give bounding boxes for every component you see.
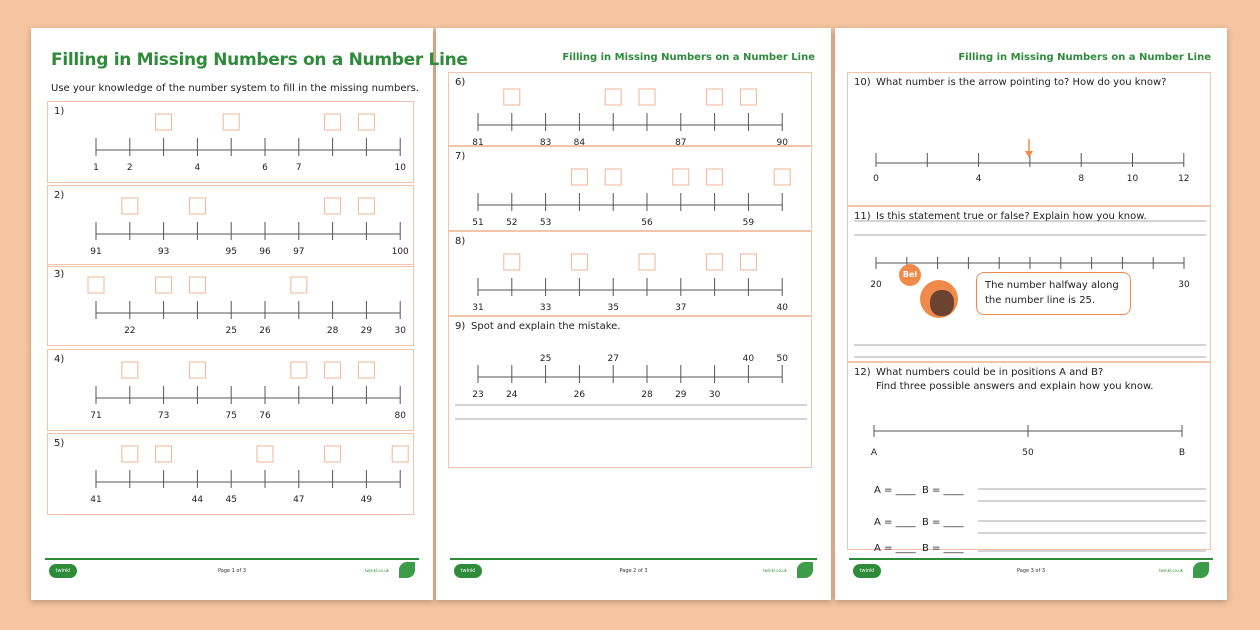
answer-box[interactable] xyxy=(774,169,790,185)
tick-label: 26 xyxy=(573,390,586,400)
number-line xyxy=(449,73,813,147)
answer-box[interactable] xyxy=(740,89,756,105)
answer-box[interactable] xyxy=(707,169,723,185)
leaf-icon xyxy=(1193,562,1209,578)
question-12 xyxy=(847,362,1211,554)
arrow-head-icon xyxy=(1025,151,1033,158)
tick-label: 30 xyxy=(708,390,721,400)
answer-box[interactable] xyxy=(504,89,520,105)
brand-text: twinkl.co.uk xyxy=(365,568,389,573)
label-mid: 50 xyxy=(1022,448,1034,458)
answer-box[interactable] xyxy=(605,169,621,185)
page-title: Filling in Missing Numbers on a Number Line xyxy=(51,50,468,70)
speech-bubble: The number halfway along the number line is 25. xyxy=(976,272,1131,315)
question-number: 1) xyxy=(54,106,65,117)
tick-label: 2 xyxy=(126,163,133,173)
answer-a-3[interactable]: A = ____ xyxy=(874,543,916,554)
tick-label: 30 xyxy=(394,326,406,336)
question-3 xyxy=(47,264,414,346)
answer-box[interactable] xyxy=(571,169,587,185)
question-text: What number is the arrow pointing to? How do you know? xyxy=(876,77,1167,88)
question-text: What numbers could be in positions A and B? xyxy=(876,367,1104,378)
page-title: Filling in Missing Numbers on a Number Line xyxy=(562,52,815,63)
question-number: 12) xyxy=(854,367,871,378)
question-number: 2) xyxy=(54,190,65,201)
answer-box[interactable] xyxy=(223,114,239,130)
page-number: Page 2 of 3 xyxy=(619,568,648,574)
question-text-2: Find three possible answers and explain how you know. xyxy=(876,381,1154,392)
answer-box[interactable] xyxy=(571,254,587,270)
answer-box[interactable] xyxy=(358,362,374,378)
answer-box[interactable] xyxy=(707,254,723,270)
page-number: Page 3 of 3 xyxy=(1016,568,1046,574)
answer-box[interactable] xyxy=(358,114,374,130)
tick-label: 49 xyxy=(360,495,373,505)
tick-label: 4 xyxy=(194,163,201,173)
answer-box[interactable] xyxy=(156,277,172,293)
tick-label: 7 xyxy=(295,163,302,173)
question-2 xyxy=(47,185,414,267)
tick-label: 90 xyxy=(776,138,788,148)
tick-label: 28 xyxy=(641,390,653,400)
tick-label: 53 xyxy=(539,218,552,228)
answer-box[interactable] xyxy=(88,277,104,293)
page-footer xyxy=(450,558,817,586)
question-number: 5) xyxy=(54,438,65,449)
tick-label: 26 xyxy=(259,326,271,336)
question-number: 4) xyxy=(54,354,65,365)
tick-label: 24 xyxy=(506,390,518,400)
brand-text: twinkl.co.uk xyxy=(1159,568,1183,573)
tick-label: 71 xyxy=(90,411,102,421)
answer-box[interactable] xyxy=(504,254,520,270)
tick-label: 47 xyxy=(293,495,305,505)
tick-label: 45 xyxy=(225,495,237,505)
answer-b-1[interactable]: B = ____ xyxy=(921,485,964,496)
tick-label: 1 xyxy=(93,163,99,173)
question-4 xyxy=(47,349,414,431)
question-8 xyxy=(448,231,812,316)
tick-label: 29 xyxy=(675,390,687,400)
tick-label: 84 xyxy=(573,138,586,148)
brand-text: twinkl.co.uk xyxy=(763,568,787,573)
question-5 xyxy=(47,433,414,515)
question-6 xyxy=(448,72,812,146)
answer-box[interactable] xyxy=(325,446,341,462)
tick-label: 40 xyxy=(776,303,788,313)
number-line xyxy=(449,232,813,317)
answer-box[interactable] xyxy=(122,446,138,462)
tick-label: 25 xyxy=(225,326,237,336)
page-footer xyxy=(849,558,1213,586)
tick-label: 59 xyxy=(742,218,755,228)
answer-box[interactable] xyxy=(189,198,205,214)
number-line xyxy=(48,102,415,184)
answer-box[interactable] xyxy=(605,89,621,105)
tick-label: 100 xyxy=(391,247,409,257)
number-line xyxy=(48,350,415,432)
top-label: 50 xyxy=(776,354,788,364)
number-line xyxy=(48,265,415,347)
tick-label: 31 xyxy=(472,303,484,313)
question-10 xyxy=(847,72,1211,206)
answer-box[interactable] xyxy=(639,254,655,270)
tick-label: 76 xyxy=(259,411,271,421)
tick-label: 41 xyxy=(90,495,102,505)
question-number: 11) xyxy=(854,211,871,222)
answer-box[interactable] xyxy=(122,198,138,214)
tick-label: 0 xyxy=(873,174,879,184)
tick-label: 75 xyxy=(225,411,237,421)
tick-label: 56 xyxy=(641,218,653,228)
question-number: 8) xyxy=(455,236,466,247)
question-number: 3) xyxy=(54,269,65,280)
tick-label: 6 xyxy=(262,163,268,173)
twinkl-logo: twinkl xyxy=(853,564,881,578)
number-line xyxy=(449,147,813,232)
question-number: 10) xyxy=(854,77,871,88)
instructions: Use your knowledge of the number system to fill in the missing numbers. xyxy=(51,83,419,94)
tick-label: 8 xyxy=(1078,174,1085,184)
page-footer xyxy=(45,558,419,586)
answer-box[interactable] xyxy=(325,114,341,130)
answer-box[interactable] xyxy=(257,446,273,462)
tick-label: 10 xyxy=(1126,174,1139,184)
tick-label: 96 xyxy=(259,247,271,257)
start-label: 20 xyxy=(870,280,882,290)
tick-label: 22 xyxy=(124,326,136,336)
tick-label: 28 xyxy=(326,326,339,336)
end-label: 30 xyxy=(1178,280,1190,290)
answer-box[interactable] xyxy=(291,277,307,293)
number-line xyxy=(449,317,813,469)
tick-label: 33 xyxy=(539,303,552,313)
tick-label: 80 xyxy=(394,411,406,421)
number-line xyxy=(48,186,415,268)
question-text: Is this statement true or false? Explain how you know. xyxy=(876,211,1147,222)
tick-label: 4 xyxy=(975,174,982,184)
question-1 xyxy=(47,101,414,183)
question-9 xyxy=(448,316,812,468)
answer-box[interactable] xyxy=(291,362,307,378)
top-label: 25 xyxy=(539,354,552,364)
twinkl-logo: twinkl xyxy=(454,564,482,578)
answer-b-2[interactable]: B = ____ xyxy=(921,517,964,528)
tick-label: 95 xyxy=(225,247,237,257)
top-label: 27 xyxy=(607,354,619,364)
label-a: A xyxy=(870,448,878,458)
tick-label: 97 xyxy=(293,247,305,257)
answer-box[interactable] xyxy=(673,169,689,185)
page-title: Filling in Missing Numbers on a Number Line xyxy=(958,52,1211,63)
tick-label: 10 xyxy=(394,163,406,173)
tick-label: 87 xyxy=(675,138,687,148)
answer-box[interactable] xyxy=(707,89,723,105)
tick-label: 44 xyxy=(191,495,204,505)
answer-box[interactable] xyxy=(358,198,374,214)
tick-label: 83 xyxy=(539,138,552,148)
tick-label: 52 xyxy=(506,218,518,228)
answer-box[interactable] xyxy=(325,198,341,214)
answer-box[interactable] xyxy=(639,89,655,105)
tick-label: 12 xyxy=(1178,174,1190,184)
tick-label: 91 xyxy=(90,247,102,257)
worksheet-page-3 xyxy=(835,28,1227,600)
tick-label: 51 xyxy=(472,218,484,228)
question-number: 7) xyxy=(455,151,466,162)
question-number: 9) xyxy=(455,321,466,332)
leaf-icon xyxy=(797,562,813,578)
tick-label: 37 xyxy=(675,303,687,313)
tick-label: 81 xyxy=(472,138,484,148)
tick-label: 93 xyxy=(157,247,170,257)
answer-box[interactable] xyxy=(325,362,341,378)
top-label: 40 xyxy=(742,354,755,364)
number-line xyxy=(48,434,415,516)
number-line-10 xyxy=(848,73,1212,207)
question-text: Spot and explain the mistake. xyxy=(471,321,621,332)
answer-box[interactable] xyxy=(189,277,205,293)
answer-box[interactable] xyxy=(189,362,205,378)
twinkl-logo: twinkl xyxy=(49,564,77,578)
answer-a-2[interactable]: A = ____ xyxy=(874,517,916,528)
worksheet-page-2 xyxy=(436,28,831,600)
leaf-icon xyxy=(399,562,415,578)
tick-label: 23 xyxy=(472,390,484,400)
page-number: Page 1 of 3 xyxy=(217,568,247,574)
label-b: B xyxy=(1178,448,1186,458)
answer-box[interactable] xyxy=(392,446,408,462)
worksheet-page-1 xyxy=(31,28,468,600)
tick-label: 73 xyxy=(157,411,170,421)
tick-label: 29 xyxy=(360,326,373,336)
tick-label: 35 xyxy=(607,303,619,313)
question-7 xyxy=(448,146,812,231)
answer-a-1[interactable]: A = ____ xyxy=(874,485,916,496)
answer-box[interactable] xyxy=(156,114,172,130)
answer-b-3[interactable]: B = ____ xyxy=(921,543,964,554)
question-number: 6) xyxy=(455,77,466,88)
answer-box[interactable] xyxy=(156,446,172,462)
answer-box[interactable] xyxy=(740,254,756,270)
child-face-icon xyxy=(930,290,954,316)
name-badge: Bel xyxy=(899,264,921,286)
answer-box[interactable] xyxy=(122,362,138,378)
